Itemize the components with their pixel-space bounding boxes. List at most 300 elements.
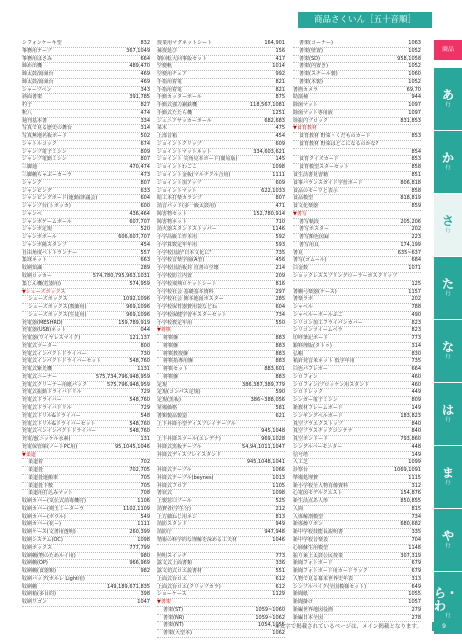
index-entry (22, 102, 150, 110)
index-entry (22, 40, 150, 48)
index-entry (293, 560, 421, 568)
entry-name: 新編日本全図 (293, 614, 324, 621)
index-entry (293, 374, 421, 382)
kana-tab-label: か (441, 151, 454, 165)
entry-page: 574,780,795,963,1031 (92, 272, 150, 279)
entry-page: 840 (411, 420, 421, 427)
entry-name: 小学校教定年用 (157, 319, 193, 326)
entry-page: 831,853 (400, 117, 421, 124)
index-entry (293, 149, 421, 157)
entry-name: ジャンピングボード(運動/評議会) (22, 195, 98, 202)
entry-name: 診察台 (293, 467, 309, 474)
entry-name: 準備処理費 (293, 474, 319, 481)
index-entry (293, 226, 421, 234)
entry-name: 照明スイッチ (157, 552, 187, 559)
entry-name: 食品のモーワと表示 (293, 187, 338, 194)
kana-tab-label: は (441, 403, 454, 417)
entry-page: 969,1096 (126, 304, 150, 311)
entry-name: 消費者(学生分) (157, 505, 191, 512)
index-entry (22, 529, 150, 537)
entry-name: 充電式ドリル&ドライバーセット (22, 420, 96, 427)
entry-name: 菜木 (157, 125, 168, 132)
entry-name: 新中学校音楽表 (293, 537, 329, 543)
index-entry (157, 48, 285, 56)
entry-page: 1052 (408, 78, 421, 85)
entry-name: 充電式ペンインパクトドライバー (22, 428, 97, 435)
entry-name: 充電式インパクトドライバーセット (22, 358, 102, 365)
entry-page: 1111 (137, 521, 150, 528)
entry-name: 集じん機(危器用) (22, 280, 61, 287)
kana-tab[interactable] (434, 131, 462, 193)
entry-name: シャンク (22, 179, 42, 186)
entry-name: ジョイント加アップ (157, 179, 202, 186)
entry-page: 1071 (408, 265, 421, 272)
entry-page: 1052 (408, 63, 421, 70)
entry-name: 収納ワゴン (22, 599, 48, 606)
entry-page: 735 (275, 249, 285, 256)
index-entry (293, 56, 421, 64)
entry-name: シューズボックス(生徒用) (28, 311, 87, 318)
index-entry (22, 436, 150, 444)
index-entry (22, 296, 150, 304)
index-entry (22, 180, 150, 188)
footnote: ※太字で掲載されているページは、メイン掲載となります。 (275, 624, 422, 630)
entry-page: 289 (140, 265, 150, 272)
entry-page: 684 (411, 257, 421, 264)
entry-name: シロドレック (293, 389, 323, 396)
index-entry (22, 397, 150, 405)
entry-name: 書架(コーナー) (299, 40, 333, 46)
entry-name: 締太鼓/湯乗台 (22, 78, 54, 85)
entry-page: 205,206 (400, 218, 421, 225)
entry-name: 食育教材 野菜・くだものカード (299, 133, 371, 140)
entry-page: 212 (275, 505, 285, 512)
entry-name: 収納棚 (22, 583, 38, 590)
entry-page: 1129 (272, 591, 285, 598)
entry-name: 書架(内置き) (299, 63, 328, 70)
entry-name: 収納棚(OP) (22, 560, 48, 567)
entry-page: 883 (275, 358, 285, 365)
entry-page: 448 (411, 443, 421, 450)
index-entry (22, 211, 150, 219)
entry-page: 1054,1055 (257, 622, 285, 629)
entry-page: 469 (140, 78, 150, 85)
index-entry (22, 389, 150, 397)
entry-page: 1059~1062 (255, 614, 285, 621)
entry-name: 消防スタンド (157, 521, 188, 528)
index-entry (157, 289, 285, 297)
entry-name: シンプルバイク(全国模様セット) (293, 583, 367, 590)
entry-name: 真空ボンドード (293, 436, 329, 443)
kana-tab[interactable] (434, 509, 462, 571)
index-entry (157, 584, 285, 592)
kana-tab-suffix: 行 (445, 165, 451, 171)
entry-page: 550 (275, 319, 285, 326)
index-entry (293, 428, 421, 436)
entry-name: 上下昇降スツール(エレデナ) (157, 436, 221, 443)
entry-name: 書架(NR) (163, 614, 185, 621)
index-entry (293, 405, 421, 413)
index-entry (157, 133, 285, 141)
entry-name: 常備価格 (157, 404, 178, 411)
index-entry (293, 188, 421, 196)
index-entry (157, 203, 285, 211)
entry-page: 606,607,707 (118, 234, 150, 241)
kana-tab[interactable] (434, 383, 462, 445)
entry-name: 新中学校技能長説明書 (293, 529, 344, 536)
entry-name: 小学校社会 基礎基本資料 (157, 288, 214, 295)
index-entry (157, 312, 285, 320)
index-entry (157, 195, 285, 203)
entry-page: 125 (411, 280, 421, 287)
index-entry (22, 219, 150, 227)
entry-page: 980 (140, 552, 150, 559)
index-entry (293, 203, 421, 211)
index-entry (22, 545, 150, 553)
entry-page: 54,94,1011,1047 (242, 443, 285, 450)
entry-page: 1098 (137, 537, 150, 543)
index-entry (22, 553, 150, 561)
entry-page: 600 (140, 203, 150, 210)
entry-page: 1062 (272, 630, 285, 637)
index-entry (22, 94, 150, 102)
index-entry (293, 242, 421, 250)
entry-name: 充電式紫光機 (22, 366, 53, 373)
entry-page: 520 (140, 226, 150, 233)
index-entry (157, 529, 285, 537)
entry-name: 釈八 (22, 109, 33, 116)
index-entry (293, 436, 421, 444)
entry-name: 弘帽 (293, 350, 304, 357)
entry-page: 297 (275, 288, 285, 295)
entry-name: 集球ネット (22, 257, 48, 264)
kana-tab[interactable] (434, 68, 462, 130)
entry-page: 454 (140, 241, 150, 248)
entry-name: 白色パフレポー (293, 366, 328, 373)
entry-name: 食文化楽器 (293, 203, 319, 210)
entry-name: 充電式ニーナー (22, 373, 58, 380)
index-entry (157, 156, 285, 164)
index-entry (22, 125, 150, 133)
entry-page: 821 (275, 78, 285, 85)
entry-name: ▼書架 (157, 599, 171, 606)
kana-tabs (434, 68, 462, 635)
index-entry (22, 281, 150, 289)
index-entry (157, 234, 285, 242)
entry-name: 書架(スチール製) (299, 71, 338, 78)
index-entry (293, 180, 421, 188)
entry-page: 260,399 (129, 529, 150, 536)
entry-name: シングルバーモニター (293, 443, 343, 450)
index-entry (22, 304, 150, 312)
entry-page: 1148 (408, 544, 421, 551)
entry-name: 孫授延び (157, 47, 178, 54)
entry-page: 773 (275, 552, 285, 559)
entry-name: 振り乗上太鼓公民授業 (293, 552, 344, 559)
entry-name: 充電池(ニッケル水素) (22, 436, 71, 443)
entry-name: 手動式たたら機 (157, 109, 193, 116)
index-entry (22, 444, 150, 452)
entry-name: 小学校飛翔ロケットシート (157, 280, 217, 287)
entry-page: 858 (411, 187, 421, 194)
entry-page: 149 (411, 404, 421, 411)
index-entry (22, 234, 150, 242)
entry-page: 334 (140, 117, 150, 124)
index-entry (293, 265, 421, 273)
index-entry (293, 335, 421, 343)
index-entry (157, 351, 285, 359)
index-entry (293, 304, 421, 312)
entry-name: 書架(SD) (299, 55, 320, 62)
entry-page: 800 (140, 342, 150, 349)
entry-page: 807 (140, 156, 150, 163)
entry-name: 人工芝 (293, 459, 309, 466)
entry-name: ジャンボボール (22, 234, 57, 241)
index-entry (157, 421, 285, 429)
entry-name: 充電式ドライバドリル (22, 404, 72, 411)
entry-name: 充電器(ワイヤレスマイク) (22, 335, 81, 342)
entry-name: 書写ポスター (299, 226, 330, 233)
entry-page: 307,319 (400, 552, 421, 559)
entry-name: 除菌マット専用液 (293, 109, 333, 116)
entry-page: 729 (140, 404, 150, 411)
entry-name: 自由角度ペトトランナー (22, 249, 78, 256)
index-entry (293, 475, 421, 483)
index-entry (293, 296, 421, 304)
index-entry (157, 172, 285, 180)
index-entry (293, 312, 421, 320)
entry-page: 947,948 (264, 529, 285, 536)
entry-name: 食事バランスガイド学習ボード (293, 179, 363, 186)
index-entry (157, 250, 285, 258)
entry-name: 銀料理版(タトゥ) (293, 342, 332, 349)
index-entry (22, 133, 150, 141)
entry-name: ジョイント金板(マルチクル合用) (157, 172, 231, 179)
entry-page: 164,901 (264, 40, 285, 46)
index-entry (157, 413, 285, 421)
entry-page: 367,1049 (126, 47, 150, 54)
entry-page: 502 (140, 133, 150, 140)
entry-name: ジャンプ電動ミシン (22, 156, 67, 163)
entry-page: 1092,1096 (122, 296, 150, 303)
entry-page: 145 (275, 156, 285, 163)
index-entry (22, 599, 150, 607)
kana-tab[interactable] (434, 257, 462, 319)
entry-name: 写真無地名板ボード (22, 133, 68, 140)
entry-page: 343 (140, 86, 150, 93)
entry-name: 手動カッターポール (157, 94, 202, 101)
entry-page: 1105 (272, 482, 285, 489)
entry-name: ▼柔道 (22, 451, 36, 458)
entry-name: 消火器スタンドストッパー (157, 226, 217, 233)
entry-name: 新聞フォトボード (293, 560, 333, 567)
entry-page: 1013 (272, 474, 285, 481)
entry-page: 679 (411, 568, 421, 575)
index-entry (22, 459, 150, 467)
index-entry (157, 257, 285, 265)
entry-name: 杓子 (22, 102, 33, 109)
entry-name: 新小学校全人物肖像資料 (293, 482, 349, 489)
entry-page: 958,1058 (397, 55, 421, 62)
entry-name: 小学算数定年年用 (157, 241, 198, 248)
index-entry (157, 591, 285, 599)
entry-page: 607,707 (129, 218, 150, 225)
entry-page: 449 (411, 389, 421, 396)
index-entry (293, 576, 421, 584)
entry-page: 398 (140, 591, 150, 598)
entry-name: 柔道用打込みマット (28, 490, 73, 497)
index-entry (22, 203, 150, 211)
entry-page: 969,1028 (261, 436, 285, 443)
entry-page: 456 (275, 257, 285, 264)
entry-name: 書架(ST) (163, 606, 184, 613)
entry-page: 557 (140, 249, 150, 256)
kana-tab[interactable] (434, 446, 462, 508)
page-number: 9 (432, 622, 456, 631)
entry-page: 827 (140, 102, 150, 109)
entry-page: 815 (411, 505, 421, 512)
index-entry (22, 452, 150, 460)
index-entry (157, 164, 285, 172)
entry-name: 食生活書見習籍 (293, 172, 329, 179)
entry-page: 818,819 (400, 195, 421, 202)
entry-name: 書架(大型本) (163, 630, 192, 637)
entry-page: 682,683 (264, 117, 285, 124)
entry-name: 将棋教授盤 (163, 350, 189, 357)
index-entry (157, 327, 285, 335)
entry-page: 621 (275, 412, 285, 419)
entry-name: 上下昇降小型ディスプレイテーブル (157, 420, 236, 427)
entry-name: ジャンプ台(トボッカ) (22, 203, 71, 210)
entry-name: 昇降式フロア (157, 482, 188, 489)
index-entry (157, 188, 285, 196)
index-entry (22, 366, 150, 374)
index-entry (293, 71, 421, 79)
index-entry (157, 273, 285, 281)
index-entry (293, 607, 421, 615)
entry-page: 202 (411, 296, 421, 303)
kana-tab[interactable] (434, 194, 462, 256)
index-entry (293, 413, 421, 421)
entry-page: 734 (411, 513, 421, 520)
index-entry (293, 118, 421, 126)
entry-page: 1097 (408, 102, 421, 109)
index-entry (22, 490, 150, 498)
entry-page: 945,1048 (261, 428, 285, 435)
index-entry (293, 110, 421, 118)
entry-name: 箱針発音米ネット 低学年用 (293, 358, 355, 365)
entry-name: ジャンプ電子ミシン (22, 148, 67, 155)
index-entry (293, 281, 421, 289)
entry-page: 883 (275, 342, 285, 349)
index-entry (22, 475, 150, 483)
index-entry (293, 219, 421, 227)
entry-page: 314 (411, 342, 421, 349)
entry-page: 604 (140, 195, 150, 202)
index-entry (22, 351, 150, 359)
entry-page: 278 (411, 614, 421, 621)
entry-page: 156 (275, 47, 285, 54)
entry-name: 上面式台ロエ (157, 575, 188, 582)
index-entry (22, 506, 150, 514)
kana-tab[interactable] (434, 320, 462, 382)
entry-name: 三脚棚ちゃぶーカーラ (22, 172, 72, 179)
entry-page: 1099 (408, 459, 421, 466)
entry-page: 1251 (272, 109, 285, 116)
index-entry (22, 188, 150, 196)
entry-name: ジョイントマット (157, 187, 197, 194)
entry-name: 暗工本打楽カラシプ (157, 195, 203, 202)
index-entry (157, 180, 285, 188)
entry-page: 823 (411, 319, 421, 326)
index-entry (157, 242, 285, 250)
entry-name: 週刊基本書 (22, 117, 48, 124)
entry-page: 214 (275, 265, 285, 272)
entry-name: 事務用テープ (22, 47, 52, 54)
entry-name: 書見 (293, 249, 304, 256)
index-entry (293, 498, 421, 506)
entry-page: 875 (275, 94, 285, 101)
entry-name: シンガー電子ミシン (293, 397, 338, 404)
index-entry (157, 226, 285, 234)
entry-page: 149 (411, 451, 421, 458)
entry-page: 334,603,621 (253, 148, 285, 155)
kana-tab-label: さ (441, 214, 454, 228)
entry-name: 障害物セット (157, 210, 188, 217)
index-entry (157, 366, 285, 374)
entry-page: 1057 (408, 599, 421, 606)
entry-name: 小学校国語"日本文化に" (157, 249, 212, 256)
index-column-3 (293, 40, 421, 622)
entry-name: シャープペン (22, 86, 52, 93)
entry-page: 223 (411, 234, 421, 241)
entry-name: 空便帆 (157, 63, 173, 70)
entry-page: 1102,1109 (122, 505, 150, 512)
entry-name: 新教材フレームボード (293, 404, 343, 411)
index-entry (157, 475, 285, 483)
index-entry (293, 234, 421, 242)
entry-page: 454 (275, 133, 285, 140)
index-entry (293, 257, 421, 265)
entry-name: 締め出機 (22, 63, 43, 70)
index-column-1 (22, 40, 150, 607)
index-entry (293, 358, 421, 366)
entry-name: 書架(NT) (163, 622, 184, 629)
entry-name: シロフォン (293, 373, 318, 380)
entry-name: ジョイント 尖角見本ボード(簡易版) (157, 156, 238, 163)
index-entry (293, 459, 421, 467)
entry-page: 635~637 (397, 249, 421, 256)
entry-name: 書類製品製造 (157, 412, 188, 419)
entry-page: 813 (275, 513, 285, 520)
index-entry (22, 327, 150, 335)
index-entry (293, 452, 421, 460)
index-entry (157, 389, 285, 397)
entry-name: 新編世界地図役画 (293, 606, 334, 613)
entry-name: 収納カバー(花ー) (22, 521, 61, 528)
entry-page: 475 (275, 125, 285, 132)
entry-page: 1098 (272, 490, 285, 497)
entry-page: 548,760 (129, 420, 150, 427)
entry-name: ショーケース (157, 591, 187, 598)
entry-name: 信号塔 (293, 451, 309, 458)
entry-page: 604 (275, 304, 285, 311)
index-entry (157, 428, 285, 436)
entry-page: 969,1096 (126, 311, 150, 318)
index-entry (293, 421, 421, 429)
entry-name: 将棋盤 (163, 335, 179, 342)
entry-page: 793,860 (400, 436, 421, 443)
